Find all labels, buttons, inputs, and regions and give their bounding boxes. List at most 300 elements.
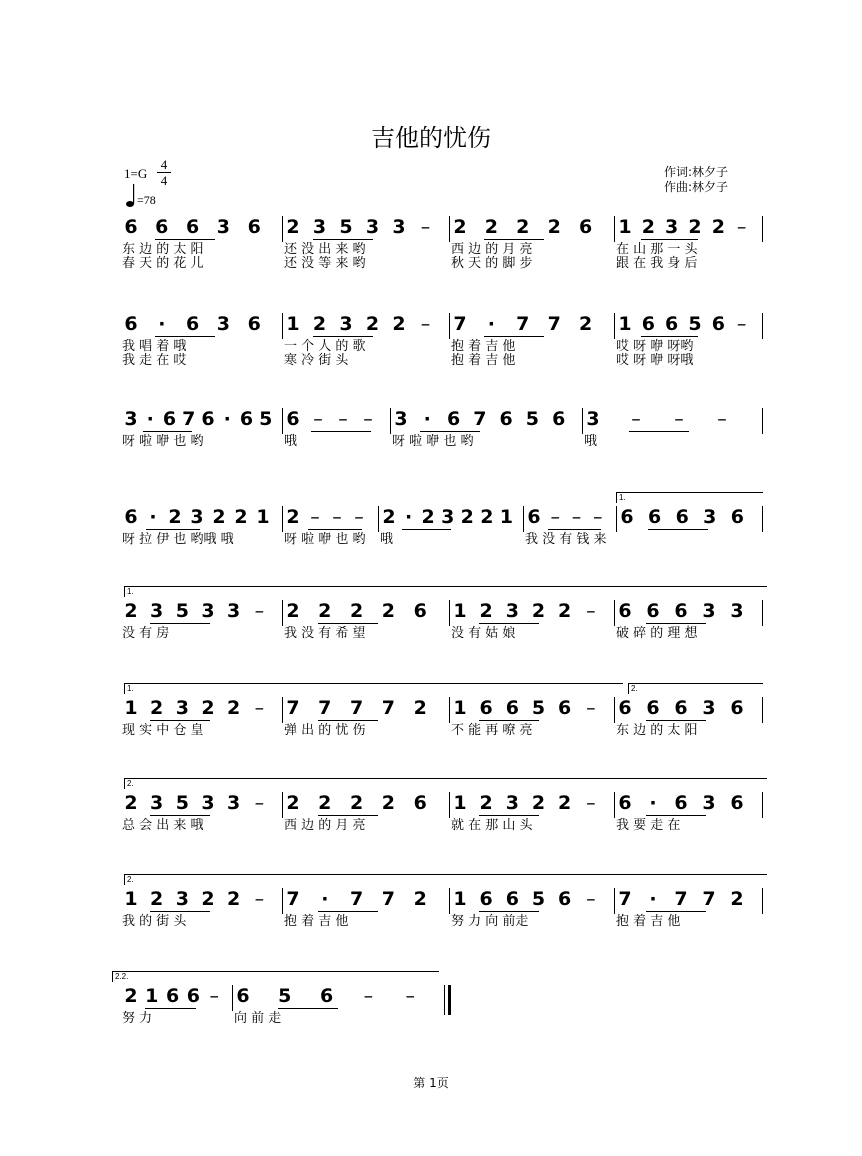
lyricist-credit: 作词:林夕子 (664, 165, 729, 179)
barline (232, 985, 233, 1011)
volta-bracket (124, 586, 767, 597)
dash-sustain: – (586, 792, 596, 814)
barline (449, 697, 450, 723)
note: 3 (392, 216, 406, 238)
barline (449, 313, 450, 339)
score-row (0, 779, 862, 852)
dash-sustain: – (332, 506, 342, 528)
note: 6 (674, 697, 688, 719)
eighth-beam (150, 911, 210, 912)
volta-number: 2. (127, 779, 134, 788)
note: 1 (618, 313, 632, 335)
note: 6 (552, 408, 566, 430)
note: 2 (547, 216, 561, 238)
note: 5 (339, 216, 353, 238)
composer-credit: 作曲:林夕子 (664, 180, 729, 194)
volta-number: 1. (619, 493, 626, 502)
key-signature: 1=G (124, 166, 148, 181)
dot-duration: · (149, 506, 157, 528)
note: 3 (505, 792, 519, 814)
note: 2 (484, 216, 498, 238)
eighth-beam (646, 623, 706, 624)
note: 6 (479, 697, 493, 719)
note: 1 (453, 888, 467, 910)
time-signature-bottom: 4 (160, 173, 168, 188)
tempo-text: =78 (137, 193, 156, 207)
eighth-beam (318, 623, 378, 624)
note: 2 (480, 506, 494, 528)
volta-bracket (112, 971, 439, 982)
lyric-line: 我 没 有 希 望 (284, 626, 366, 641)
note: 2 (479, 792, 493, 814)
score-row (0, 875, 862, 948)
lyric-line-verse-2: 抱 着 吉 他 (451, 353, 516, 368)
lyric-line-verse-2: 我 走 在 哎 (122, 353, 187, 368)
lyric-line: 我 的 街 头 (122, 914, 187, 929)
note: 6 (124, 216, 138, 238)
volta-number: 2. (631, 684, 638, 693)
barline (282, 697, 283, 723)
note: 6 (124, 313, 138, 335)
time-signature-top: 4 (160, 157, 168, 172)
dash-sustain: – (717, 408, 727, 430)
note: 3 (312, 216, 327, 238)
lyric-line: 哦 (380, 532, 394, 547)
note: 6 (558, 697, 572, 719)
note: 6 (413, 792, 427, 814)
note: 6 (319, 985, 334, 1007)
note: 6 (247, 216, 261, 238)
note: 6 (155, 216, 169, 238)
note: 2 (558, 600, 572, 622)
note: 6 (558, 888, 572, 910)
barline (762, 600, 763, 626)
note: 3 (702, 600, 716, 622)
volta-number: 2.2. (115, 972, 129, 981)
note: 3 (394, 408, 408, 430)
note: 2 (227, 888, 241, 910)
dash-sustain: – (254, 888, 265, 910)
note: 2 (286, 600, 300, 622)
note: 3 (586, 408, 600, 430)
eighth-beam (318, 815, 378, 816)
note: 6 (674, 792, 688, 814)
dash-sustain: – (254, 600, 265, 622)
barline (282, 506, 283, 532)
dash-sustain: – (313, 408, 323, 430)
barline (282, 408, 283, 434)
lyric-line-verse-2: 春 天 的 花 儿 (122, 256, 204, 271)
dot-duration: · (223, 408, 231, 430)
note: 5 (175, 600, 189, 622)
dash-sustain: – (363, 408, 373, 430)
dash-sustain: – (674, 408, 684, 430)
lyric-line: 不 能 再 嘹 亮 (451, 723, 533, 738)
note: 6 (618, 697, 632, 719)
barline (449, 216, 450, 242)
eighth-beam (318, 911, 378, 912)
note: 2 (730, 888, 744, 910)
note: 2 (168, 506, 182, 528)
eighth-beam (308, 529, 362, 530)
lyric-line: 东 边 的 太 阳 (616, 723, 698, 738)
barline (614, 216, 615, 242)
barline (614, 600, 615, 626)
note: 6 (675, 506, 689, 528)
dot-duration: · (487, 313, 495, 335)
lyric-line: 呀 啦 咿 也 哟 (284, 532, 366, 547)
note: 7 (318, 697, 332, 719)
barline (762, 216, 763, 242)
dash-sustain: – (586, 697, 596, 719)
note: 2 (413, 697, 427, 719)
barline (762, 888, 763, 914)
barline (614, 697, 615, 723)
note: 2 (318, 792, 332, 814)
score-row (0, 216, 862, 276)
page-number: 第 1页 (413, 1076, 449, 1090)
note: 6 (578, 216, 593, 238)
note: 3 (665, 216, 679, 238)
dot-duration: · (649, 888, 657, 910)
barline (282, 216, 283, 242)
note: 6 (162, 408, 177, 430)
lyric-line: 我 要 走 在 (616, 818, 681, 833)
eighth-beam (629, 431, 689, 432)
dash-sustain: – (593, 506, 603, 528)
dash-sustain: – (310, 506, 320, 528)
score-row (0, 493, 862, 566)
note: 2 (460, 506, 474, 528)
barline (282, 792, 283, 818)
eighth-beam (150, 720, 210, 721)
credits (664, 165, 728, 195)
note: 2 (381, 600, 395, 622)
note: 6 (618, 600, 632, 622)
note: 2 (212, 506, 226, 528)
note: 6 (646, 697, 660, 719)
note: 3 (339, 313, 353, 335)
note: 5 (259, 408, 273, 430)
lyric-line-verse-2: 还 没 等 来 哟 (284, 256, 366, 271)
note: 3 (702, 697, 716, 719)
note: 7 (381, 888, 395, 910)
lyric-line: 总 会 出 来 哦 (122, 818, 204, 833)
note: 3 (365, 216, 380, 238)
note: 2 (201, 888, 215, 910)
eighth-beam (484, 239, 544, 240)
note: 3 (124, 408, 138, 430)
eighth-beam (646, 911, 706, 912)
dash-sustain: – (631, 408, 641, 430)
lyric-line-verse-2: 跟 在 我 身 后 (616, 256, 698, 271)
lyric-line: 抱 着 吉 他 (284, 914, 349, 929)
lyric-line: 没 有 姑 娘 (451, 626, 516, 641)
eighth-beam (143, 431, 192, 432)
final-barline-thin (444, 985, 445, 1015)
barline (449, 888, 450, 914)
note: 6 (618, 792, 632, 814)
eighth-beam (318, 720, 378, 721)
note: 2 (227, 697, 241, 719)
note: 1 (286, 313, 300, 335)
eighth-beam (420, 431, 480, 432)
note: 6 (499, 408, 513, 430)
note: 2 (201, 697, 215, 719)
eighth-beam (278, 1008, 338, 1009)
note: 3 (190, 506, 204, 528)
note: 2 (349, 792, 364, 814)
note: 2 (382, 506, 396, 528)
note: 6 (646, 600, 660, 622)
score-row (0, 313, 862, 373)
note: 2 (531, 792, 546, 814)
note: 7 (453, 313, 467, 335)
note: 7 (349, 888, 364, 910)
score-row (0, 972, 862, 1045)
note: 6 (505, 888, 519, 910)
note: 3 (175, 697, 189, 719)
note: 3 (730, 600, 744, 622)
score-row (0, 408, 862, 468)
lyric-line: 我 没 有 钱 来 (525, 532, 607, 547)
note: 3 (216, 216, 230, 238)
lyric-line: 东 边 的 太 阳 (122, 242, 204, 257)
lyric-line-verse-2: 寒 冷 街 头 (284, 353, 349, 368)
barline (762, 313, 763, 339)
barline (582, 408, 583, 434)
note: 6 (185, 216, 200, 238)
dot-duration: · (321, 888, 329, 910)
note: 2 (150, 697, 164, 719)
eighth-beam (155, 239, 215, 240)
note: 7 (381, 697, 395, 719)
volta-bracket (616, 492, 763, 503)
note: 1 (453, 792, 467, 814)
note: 2 (365, 313, 380, 335)
dash-sustain: – (420, 313, 431, 335)
note: 2 (558, 792, 572, 814)
note: 3 (150, 600, 164, 622)
note: 6 (165, 985, 180, 1007)
note: 7 (516, 313, 530, 335)
note: 6 (446, 408, 461, 430)
volta-bracket (124, 778, 767, 789)
dash-sustain: – (363, 985, 374, 1007)
eighth-beam (479, 623, 539, 624)
note: 1 (453, 600, 467, 622)
note: 7 (286, 697, 300, 719)
note: 2 (578, 313, 593, 335)
eighth-beam (484, 336, 544, 337)
dash-sustain: – (405, 985, 415, 1007)
note: 3 (227, 600, 241, 622)
barline (282, 888, 283, 914)
note: 3 (175, 888, 189, 910)
note: 6 (286, 408, 300, 430)
note: 2 (349, 600, 364, 622)
lyric-line: 抱 着 吉 他 (616, 914, 681, 929)
note: 3 (201, 792, 215, 814)
barline (378, 506, 379, 532)
note: 7 (674, 888, 688, 910)
note: 2 (516, 216, 530, 238)
note: 2 (641, 216, 655, 238)
eighth-beam (641, 239, 698, 240)
volta-bracket (124, 683, 623, 694)
dash-sustain: – (571, 506, 582, 528)
note: 6 (730, 697, 744, 719)
dash-sustain: – (254, 792, 265, 814)
note: 6 (641, 313, 655, 335)
eighth-beam (646, 815, 706, 816)
barline (762, 697, 763, 723)
note: 2 (453, 216, 467, 238)
lyric-line: 呀 啦 咿 也 哟 (122, 434, 204, 449)
note: 6 (186, 985, 200, 1007)
eighth-beam (402, 529, 451, 530)
note: 6 (505, 697, 519, 719)
lyric-line: 哎 呀 咿 呀哟 (616, 339, 694, 354)
barline (762, 792, 763, 818)
barline (449, 600, 450, 626)
lyric-line: 弹 出 的 忧 伤 (284, 723, 366, 738)
song-title: 吉他的忧伤 (371, 124, 491, 152)
dash-sustain: – (254, 697, 265, 719)
lyric-line: 就 在 那 山 头 (451, 818, 533, 833)
dash-sustain: – (586, 600, 596, 622)
dash-sustain: – (354, 506, 364, 528)
note: 5 (531, 888, 546, 910)
note: 7 (702, 888, 716, 910)
dash-sustain: – (550, 506, 560, 528)
lyric-line-verse-2: 秋 天 的 脚 步 (451, 256, 533, 271)
note: 2 (124, 600, 138, 622)
note: 7 (349, 697, 364, 719)
lyric-line: 我 唱 着 哦 (122, 339, 187, 354)
note: 2 (318, 600, 332, 622)
lyric-line: 还 没 出 来 哟 (284, 242, 366, 257)
lyric-line: 西 边 的 月 亮 (284, 818, 366, 833)
note: 7 (286, 888, 300, 910)
lyric-line: 破 碎 的 理 想 (616, 626, 698, 641)
dash-sustain: – (586, 888, 596, 910)
note: 6 (247, 313, 261, 335)
barline (616, 506, 617, 532)
score-row (0, 587, 862, 660)
volta-number: 1. (127, 587, 134, 596)
eighth-beam (145, 1008, 197, 1009)
barline (523, 506, 524, 532)
barline (614, 792, 615, 818)
note: 5 (688, 313, 702, 335)
volta-number: 1. (127, 684, 134, 693)
eighth-beam (150, 815, 210, 816)
note: 6 (201, 408, 215, 430)
note: 2 (124, 792, 138, 814)
note: 2 (312, 313, 327, 335)
note: 1 (124, 697, 138, 719)
note: 2 (286, 792, 300, 814)
note: 1 (453, 697, 467, 719)
note: 7 (618, 888, 632, 910)
note: 3 (702, 792, 716, 814)
lyric-line: 没 有 房 (122, 626, 170, 641)
note: 3 (227, 792, 241, 814)
dash-sustain: – (338, 408, 348, 430)
eighth-beam (150, 623, 210, 624)
note: 2 (381, 792, 395, 814)
note: 5 (278, 985, 292, 1007)
dot-duration: · (158, 313, 166, 335)
dash-sustain: – (736, 313, 747, 335)
note: 1 (145, 985, 159, 1007)
eighth-beam (313, 336, 373, 337)
note: 6 (620, 506, 634, 528)
note: 2 (711, 216, 725, 238)
dot-duration: · (404, 506, 413, 528)
barline (762, 506, 763, 532)
eighth-beam (641, 336, 698, 337)
note: 1 (618, 216, 632, 238)
eighth-beam (648, 529, 708, 530)
note: 2 (392, 313, 406, 335)
note: 2 (234, 506, 248, 528)
dot-duration: · (649, 792, 657, 814)
barline (762, 408, 763, 434)
dash-sustain: – (736, 216, 747, 238)
barline (390, 408, 391, 434)
score-row (0, 684, 862, 757)
lyric-line: 西 边 的 月 亮 (451, 242, 533, 257)
note: 6 (239, 408, 254, 430)
note: 2 (286, 216, 300, 238)
barline (449, 792, 450, 818)
lyric-line: 哦 (584, 434, 598, 449)
lyric-line: 在 山 那 一 头 (616, 242, 698, 257)
lyric-line: 努 力 (122, 1011, 153, 1026)
eighth-beam (479, 815, 539, 816)
lyric-line: 向 前 走 (234, 1011, 282, 1026)
eighth-beam (479, 911, 539, 912)
note: 6 (711, 313, 725, 335)
lyric-line: 抱 着 吉 他 (451, 339, 516, 354)
eighth-beam (646, 720, 706, 721)
note: 3 (216, 313, 230, 335)
eighth-beam (313, 239, 373, 240)
note: 2 (413, 888, 427, 910)
note: 5 (175, 792, 189, 814)
eighth-beam (548, 529, 601, 530)
note: 6 (479, 888, 493, 910)
volta-bracket (124, 874, 767, 885)
note: 2 (124, 985, 138, 1007)
note: 7 (182, 408, 196, 430)
dash-sustain: – (209, 985, 219, 1007)
note: 5 (531, 697, 546, 719)
lyric-line: 努 力 向 前走 (451, 914, 529, 929)
note: 6 (665, 313, 679, 335)
barline (282, 313, 283, 339)
barline (614, 313, 615, 339)
note: 3 (441, 506, 455, 528)
eighth-beam (146, 529, 200, 530)
volta-bracket-2 (628, 683, 763, 694)
note: 7 (473, 408, 487, 430)
note: 6 (527, 506, 541, 528)
lyric-line: 呀 啦 咿 也 哟 (392, 434, 474, 449)
note: 3 (703, 506, 717, 528)
